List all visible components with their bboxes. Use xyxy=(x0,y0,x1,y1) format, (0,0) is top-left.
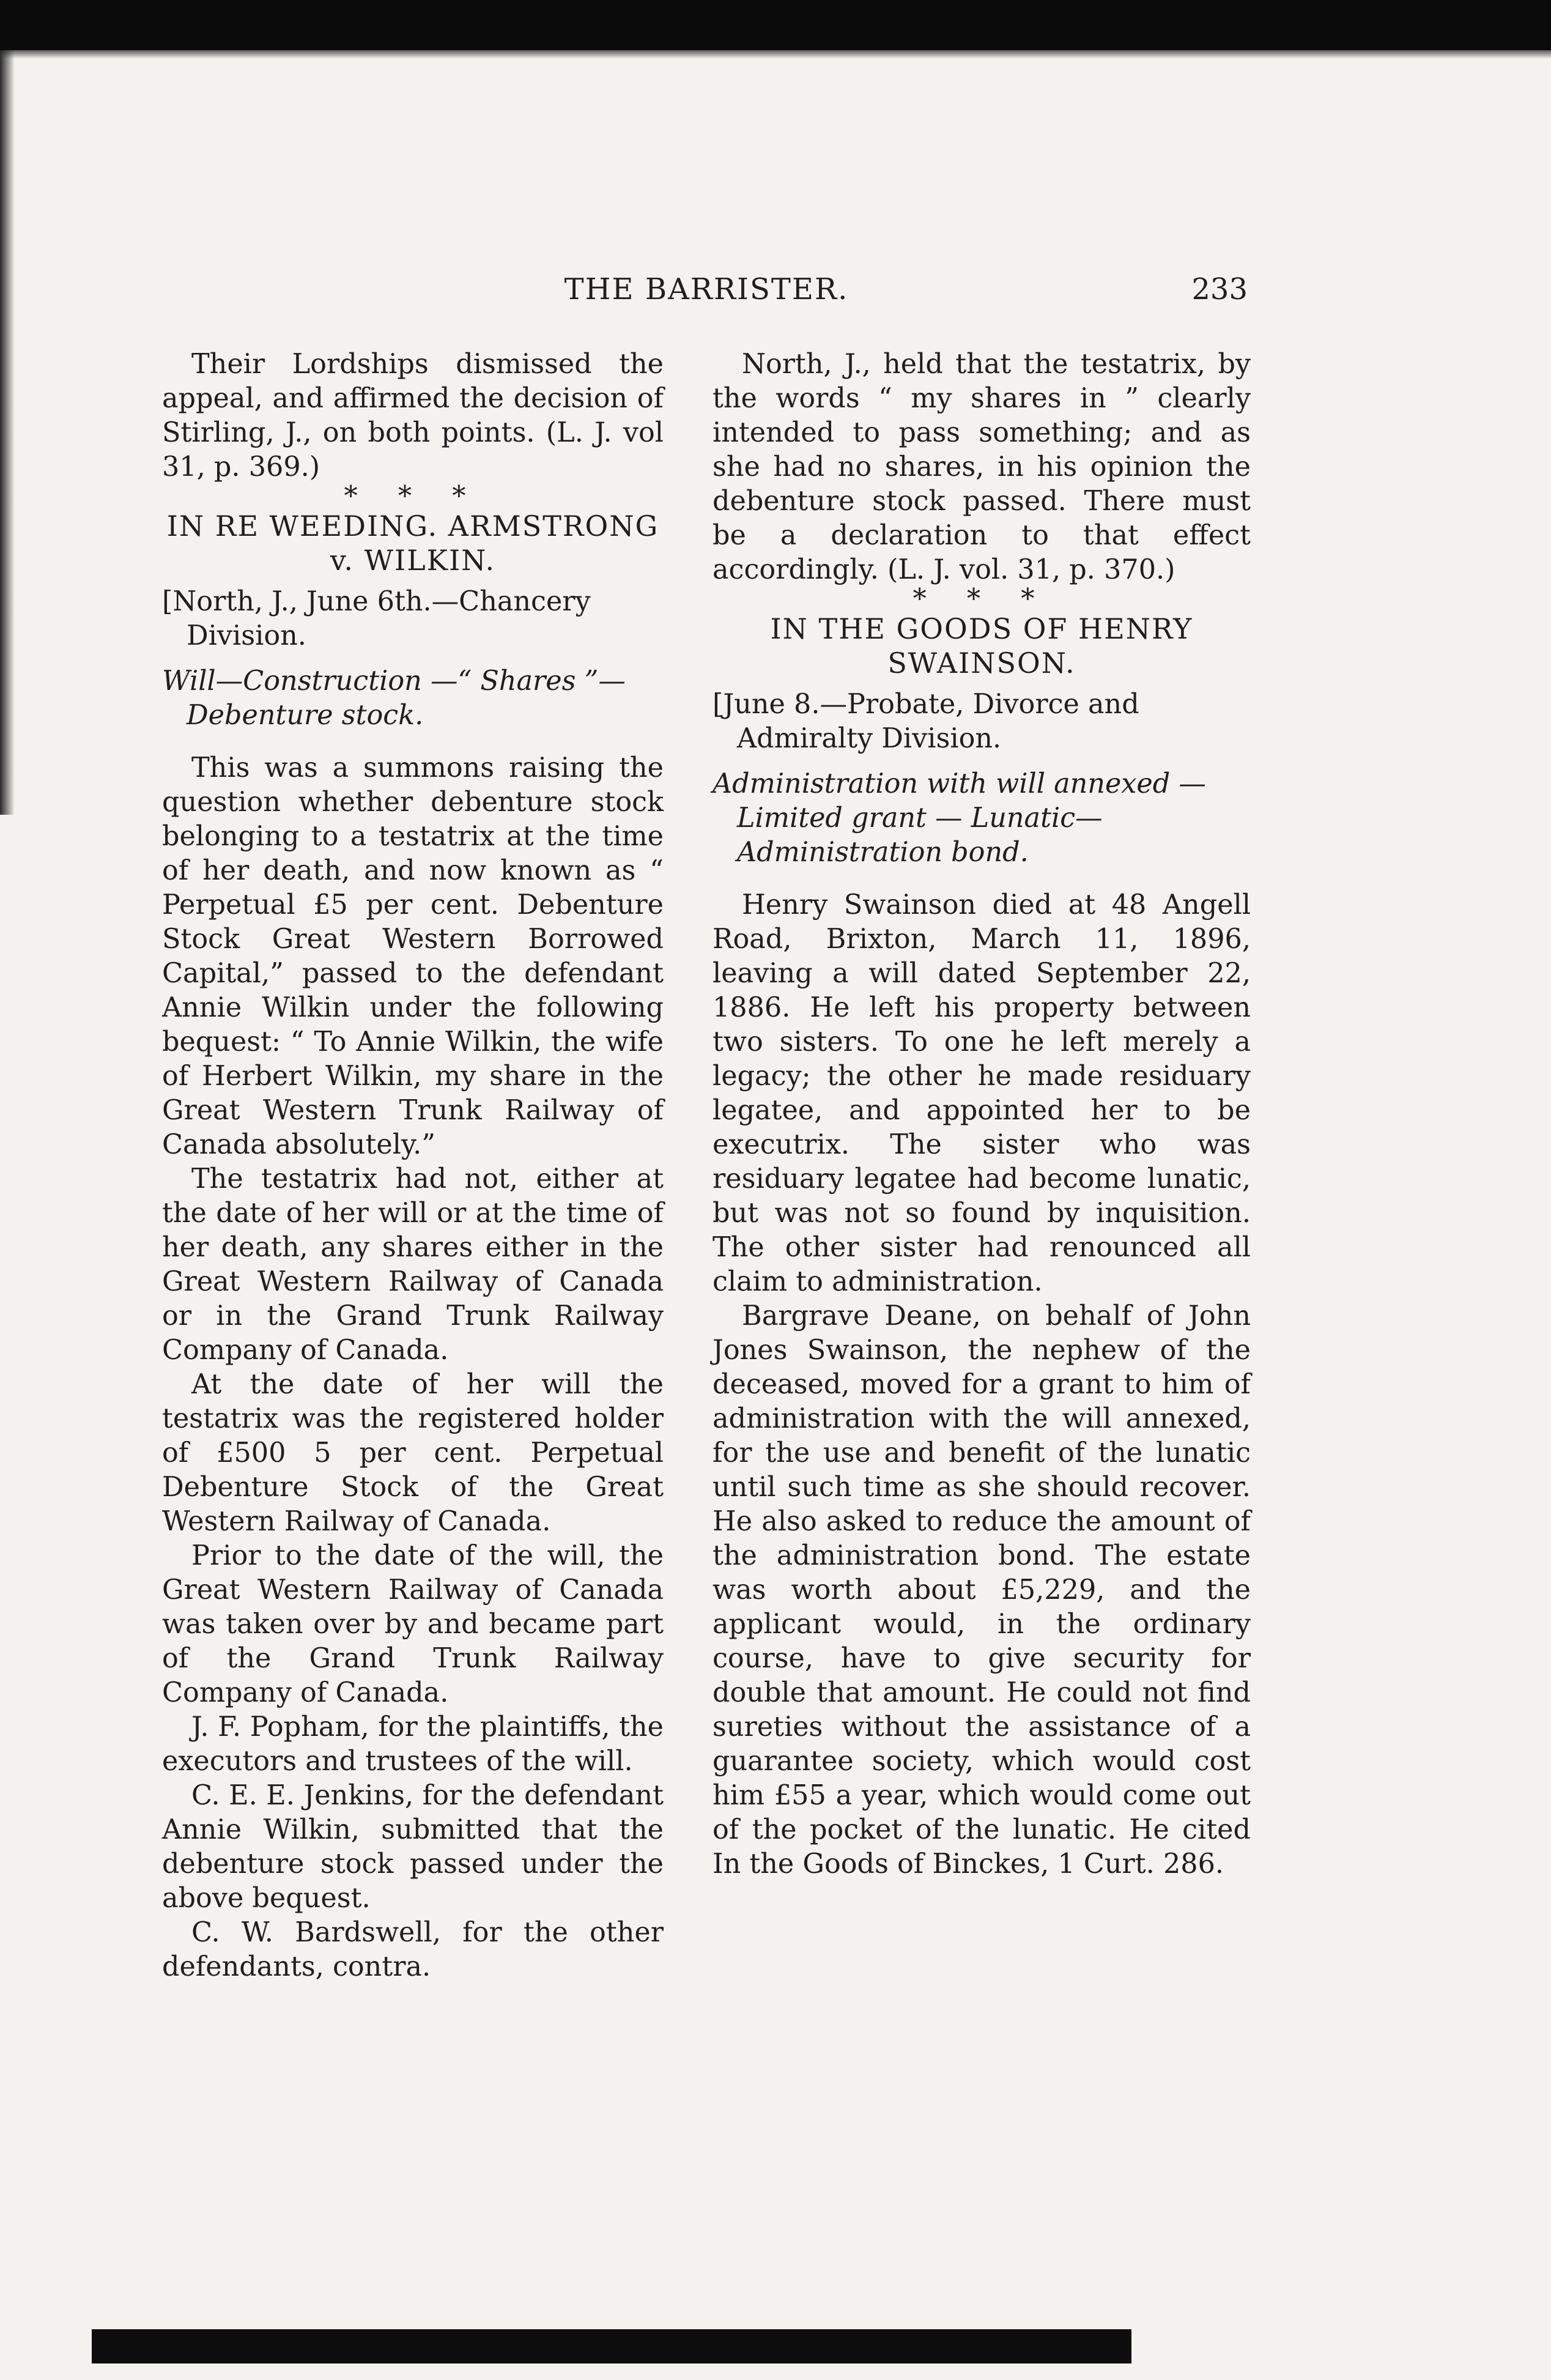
headnote: Administration with will annexed — Limited grant — Lunatic— Administration bond. xyxy=(713,768,1206,868)
page-number: 233 xyxy=(1191,272,1248,306)
intro-paragraph: Their Lordships dismissed the appeal, and affirmed the decision of Stirling, J., on both points. (L. J. vol 31, p. 369.) xyxy=(162,349,664,483)
scan-border-bottom xyxy=(92,2329,1131,2363)
court-note: [June 8.—Probate, Divorce and Admiralty Division. xyxy=(713,689,1139,754)
body-paragraph: C. W. Bardswell, for the other defendants, contra. xyxy=(162,1917,664,1982)
section-separator: * * * xyxy=(912,584,1051,615)
body-paragraph: Bargrave Deane, on behalf of John Jones Swainson, the nephew of the deceased, moved for a grant to him of administration with the will annexed, for the use and benefit of the lunatic until such time as she should recover. He also asked to reduce the amount of the administration bond. The estate was worth about £5,229, and the applicant would, in the ordinary course, have to give security for double that amount. He could not find sureties without the assistance of a guarantee society, which would cost him £55 a year, which would come out of the pocket of the lunatic. He cited In the Goods of Binckes, 1 Curt. 286. xyxy=(713,1300,1251,1880)
scan-border-left xyxy=(0,50,15,815)
section-separator: * * * xyxy=(344,481,482,512)
headnote: Will—Construction —“ Shares ”— Debenture stock. xyxy=(162,665,626,731)
running-head xyxy=(165,271,1248,314)
case-title: IN THE GOODS OF HENRY SWAINSON. xyxy=(770,612,1193,680)
body-paragraph: The testatrix had not, either at the date of her will or at the time of her death, any shares either in the Great Western Railway of Canada or in the Grand Trunk Railway Company of Canada. xyxy=(162,1163,664,1366)
scan-border-top xyxy=(0,0,1551,50)
body-paragraph: This was a summons raising the question whether debenture stock belonging to a testatrix at the time of her death, and now known as “ Perpetual £5 per cent. Debenture Stock Great Western Borrowed Capital,” passed to the defendant Annie Wilkin under the following bequest: “ To Annie Wilkin, the wife of Herbert Wilkin, my share in the Great Western Trunk Railway of Canada absolutely.” xyxy=(162,752,664,1160)
body-paragraph: Henry Swainson died at 48 Angell Road, Brixton, March 11, 1896, leaving a will dated September 22, 1886. He left his property between two sisters. To one he left merely a legacy; the other he made residuary legatee, and appointed her to be executrix. The sister who was residuary legatee had become lunatic, but was not so found by inquisition. The other sister had renounced all claim to administration. xyxy=(713,889,1251,1297)
left-column xyxy=(162,347,664,1984)
body-paragraph: Prior to the date of the will, the Great Western Railway of Canada was taken over by and became part of the Grand Trunk Railway Company of Canada. xyxy=(162,1540,664,1708)
case-title: IN RE WEEDING. ARMSTRONG v. WILKIN. xyxy=(166,510,659,577)
body-paragraph: J. F. Popham, for the plaintiffs, the executors and trustees of the will. xyxy=(162,1711,664,1777)
body-paragraph: C. E. E. Jenkins, for the defendant Annie Wilkin, submitted that the debenture stock passed under the above bequest. xyxy=(162,1780,664,1914)
intro-paragraph: North, J., held that the testatrix, by the words “ my shares in ” clearly intended to pass something; and as she had no shares, in his opinion the debenture stock passed. There must be a declaration to that effect accordingly. (L. J. vol. 31, p. 370.) xyxy=(713,349,1251,585)
journal-title: THE BARRISTER. xyxy=(564,272,849,306)
right-column xyxy=(713,347,1251,1881)
body-paragraph: At the date of her will the testatrix was the registered holder of £500 5 per cent. Perpetual Debenture Stock of the Great Western Railway of Canada. xyxy=(162,1369,664,1537)
court-note: [North, J., June 6th.—Chancery Division. xyxy=(162,586,591,651)
